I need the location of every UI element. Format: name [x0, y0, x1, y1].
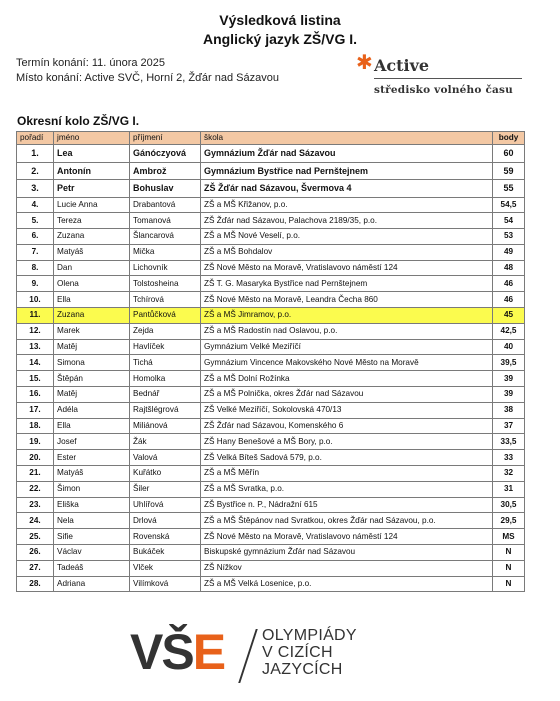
table-row — [17, 162, 525, 180]
first-name-cell: Antonín — [54, 162, 130, 180]
rank-cell: 3. — [17, 180, 54, 198]
first-name-cell: Josef — [54, 434, 130, 450]
page-title: Výsledková listina — [219, 12, 341, 28]
first-name-cell: Zuzana — [54, 308, 130, 324]
points-cell: 33,5 — [493, 434, 525, 450]
rank-cell: 6. — [17, 229, 54, 245]
school-cell: Gymnázium Bystřice nad Pernštejnem — [201, 162, 493, 180]
points-cell: 53 — [493, 229, 525, 245]
table-row — [17, 402, 525, 418]
rank-cell: 10. — [17, 292, 54, 308]
place-line: Místo konání: Active SVČ, Horní 2, Žďár nad Sázavou — [16, 72, 279, 84]
last-name-cell: Rajtšlégrová — [130, 402, 201, 418]
school-cell: ZŠ a MŠ Svratka, p.o. — [201, 481, 493, 497]
first-name-cell: Ella — [54, 292, 130, 308]
table-row — [17, 497, 525, 513]
first-name-cell: Marek — [54, 323, 130, 339]
table-row — [17, 545, 525, 561]
points-cell: N — [493, 576, 525, 592]
rank-cell: 1. — [17, 145, 54, 163]
rank-cell: 22. — [17, 481, 54, 497]
school-cell: Gymnázium Žďár nad Sázavou — [201, 145, 493, 163]
school-cell: ZŠ a MŠ Štěpánov nad Svratkou, okres Žďár nad Sázavou, p.o. — [201, 513, 493, 529]
points-cell: 54 — [493, 213, 525, 229]
last-name-cell: Bukáček — [130, 545, 201, 561]
points-cell: 46 — [493, 276, 525, 292]
last-name-cell: Mička — [130, 244, 201, 260]
last-name-cell: Zejda — [130, 323, 201, 339]
points-cell: 42,5 — [493, 323, 525, 339]
last-name-cell: Tolstosheina — [130, 276, 201, 292]
first-name-cell: Zuzana — [54, 229, 130, 245]
rank-cell: 11. — [17, 308, 54, 324]
school-cell: ZŠ a MŠ Dolní Rožínka — [201, 371, 493, 387]
first-name-cell: Štěpán — [54, 371, 130, 387]
points-cell: 37 — [493, 418, 525, 434]
active-logo-tagline: středisko volného času — [374, 84, 513, 96]
table-row — [17, 276, 525, 292]
rank-cell: 9. — [17, 276, 54, 292]
school-cell: ZŠ a MŠ Měřín — [201, 466, 493, 482]
rank-cell: 5. — [17, 213, 54, 229]
school-cell: ZŠ Nové Město na Moravě, Vratislavovo náměstí 124 — [201, 260, 493, 276]
table-row — [17, 145, 525, 163]
last-name-cell: Bohuslav — [130, 180, 201, 198]
table-row — [17, 308, 525, 324]
points-cell: 38 — [493, 402, 525, 418]
header-last-name: příjmení — [130, 132, 201, 145]
table-body — [17, 145, 525, 592]
school-cell: ZŠ Nové Město na Moravě, Vratislavovo náměstí 124 — [201, 529, 493, 545]
first-name-cell: Matyáš — [54, 466, 130, 482]
results-table — [16, 131, 525, 592]
points-cell: 30,5 — [493, 497, 525, 513]
table-row — [17, 560, 525, 576]
table-row — [17, 450, 525, 466]
date-line: Termín konání: 11. února 2025 — [16, 57, 166, 69]
school-cell: ZŠ Hany Benešové a MŠ Bory, p.o. — [201, 434, 493, 450]
logo-slash — [238, 629, 258, 683]
olympiad-text — [262, 627, 357, 678]
school-cell: ZŠ a MŠ Velká Losenice, p.o. — [201, 576, 493, 592]
vse-logo-mark — [130, 626, 224, 678]
first-name-cell: Olena — [54, 276, 130, 292]
vse-logo-letter: E — [192, 624, 225, 680]
points-cell: N — [493, 545, 525, 561]
first-name-cell: Matěj — [54, 339, 130, 355]
olympiad-line-2: V CIZÍCH — [262, 644, 333, 661]
rank-cell: 20. — [17, 450, 54, 466]
rank-cell: 24. — [17, 513, 54, 529]
last-name-cell: Drlová — [130, 513, 201, 529]
first-name-cell: Matyáš — [54, 244, 130, 260]
school-cell: Gymnázium Velké Meziříčí — [201, 339, 493, 355]
rank-cell: 16. — [17, 387, 54, 403]
first-name-cell: Simona — [54, 355, 130, 371]
school-cell: ZŠ Bystřice n. P., Nádražní 615 — [201, 497, 493, 513]
olympiad-line-1: OLYMPIÁDY — [262, 627, 357, 644]
points-cell: N — [493, 560, 525, 576]
table-row — [17, 197, 525, 213]
last-name-cell: Vilímková — [130, 576, 201, 592]
table-row — [17, 513, 525, 529]
school-cell: ZŠ Nížkov — [201, 560, 493, 576]
rank-cell: 17. — [17, 402, 54, 418]
table-row — [17, 229, 525, 245]
last-name-cell: Šiler — [130, 481, 201, 497]
points-cell: 39,5 — [493, 355, 525, 371]
table-row — [17, 466, 525, 482]
last-name-cell: Tichá — [130, 355, 201, 371]
first-name-cell: Ella — [54, 418, 130, 434]
rank-cell: 2. — [17, 162, 54, 180]
rank-cell: 25. — [17, 529, 54, 545]
header-rank: pořadí — [17, 132, 54, 145]
points-cell: 48 — [493, 260, 525, 276]
points-cell: 55 — [493, 180, 525, 198]
table-row — [17, 387, 525, 403]
last-name-cell: Ambrož — [130, 162, 201, 180]
first-name-cell: Lucie Anna — [54, 197, 130, 213]
first-name-cell: Petr — [54, 180, 130, 198]
points-cell: 39 — [493, 371, 525, 387]
table-row — [17, 371, 525, 387]
table-header-row — [17, 132, 525, 145]
last-name-cell: Gánóczyová — [130, 145, 201, 163]
points-cell: 33 — [493, 450, 525, 466]
table-row — [17, 529, 525, 545]
school-cell: ZŠ a MŠ Radostín nad Oslavou, p.o. — [201, 323, 493, 339]
school-cell: ZŠ Žďár nad Sázavou, Komenského 6 — [201, 418, 493, 434]
first-name-cell: Václav — [54, 545, 130, 561]
first-name-cell: Eliška — [54, 497, 130, 513]
rank-cell: 7. — [17, 244, 54, 260]
points-cell: 49 — [493, 244, 525, 260]
last-name-cell: Miliánová — [130, 418, 201, 434]
table-row — [17, 418, 525, 434]
vse-logo-prefix: VŠ — [130, 624, 193, 680]
rank-cell: 28. — [17, 576, 54, 592]
table-row — [17, 339, 525, 355]
logo-divider — [374, 78, 522, 79]
last-name-cell: Tomanová — [130, 213, 201, 229]
points-cell: MS — [493, 529, 525, 545]
rank-cell: 26. — [17, 545, 54, 561]
last-name-cell: Havlíček — [130, 339, 201, 355]
rank-cell: 14. — [17, 355, 54, 371]
last-name-cell: Šlancarová — [130, 229, 201, 245]
header-first-name: jméno — [54, 132, 130, 145]
first-name-cell: Adriana — [54, 576, 130, 592]
table-row — [17, 323, 525, 339]
first-name-cell: Nela — [54, 513, 130, 529]
page-subtitle: Anglický jazyk ZŠ/VG I. — [202, 31, 358, 47]
rank-cell: 4. — [17, 197, 54, 213]
rank-cell: 18. — [17, 418, 54, 434]
school-cell: ZŠ Velká Bíteš Sadová 579, p.o. — [201, 450, 493, 466]
points-cell: 31 — [493, 481, 525, 497]
points-cell: 54,5 — [493, 197, 525, 213]
header-points: body — [493, 132, 525, 145]
school-cell: ZŠ a MŠ Bohdalov — [201, 244, 493, 260]
first-name-cell: Sifie — [54, 529, 130, 545]
last-name-cell: Drabantová — [130, 197, 201, 213]
table-row — [17, 576, 525, 592]
school-cell: ZŠ a MŠ Nové Veselí, p.o. — [201, 229, 493, 245]
table-row — [17, 260, 525, 276]
school-cell: ZŠ a MŠ Křižanov, p.o. — [201, 197, 493, 213]
points-cell: 40 — [493, 339, 525, 355]
first-name-cell: Lea — [54, 145, 130, 163]
school-cell: Gymnázium Vincence Makovského Nové Město na Moravě — [201, 355, 493, 371]
olympiad-line-3: JAZYCÍCH — [262, 661, 343, 678]
points-cell: 59 — [493, 162, 525, 180]
points-cell: 32 — [493, 466, 525, 482]
rank-cell: 21. — [17, 466, 54, 482]
first-name-cell: Ester — [54, 450, 130, 466]
first-name-cell: Tadeáš — [54, 560, 130, 576]
first-name-cell: Dan — [54, 260, 130, 276]
first-name-cell: Šimon — [54, 481, 130, 497]
table-row — [17, 434, 525, 450]
olympiad-logo — [130, 624, 430, 684]
points-cell: 60 — [493, 145, 525, 163]
rank-cell: 12. — [17, 323, 54, 339]
school-cell: ZŠ Žďár nad Sázavou, Palachova 2189/35, p.o. — [201, 213, 493, 229]
last-name-cell: Žák — [130, 434, 201, 450]
school-cell: ZŠ Nové Město na Moravě, Leandra Čecha 860 — [201, 292, 493, 308]
points-cell: 29,5 — [493, 513, 525, 529]
rank-cell: 23. — [17, 497, 54, 513]
star-icon: ✱ — [356, 52, 373, 74]
last-name-cell: Rovenská — [130, 529, 201, 545]
first-name-cell: Tereza — [54, 213, 130, 229]
rank-cell: 8. — [17, 260, 54, 276]
last-name-cell: Valová — [130, 450, 201, 466]
points-cell: 45 — [493, 308, 525, 324]
school-cell: Biskupské gymnázium Žďár nad Sázavou — [201, 545, 493, 561]
last-name-cell: Kuřátko — [130, 466, 201, 482]
rank-cell: 19. — [17, 434, 54, 450]
section-title: Okresní kolo ZŠ/VG I. — [17, 114, 140, 128]
rank-cell: 27. — [17, 560, 54, 576]
rank-cell: 15. — [17, 371, 54, 387]
last-name-cell: Bednář — [130, 387, 201, 403]
first-name-cell: Matěj — [54, 387, 130, 403]
school-cell: ZŠ T. G. Masaryka Bystřice nad Pernštejnem — [201, 276, 493, 292]
table-row — [17, 180, 525, 198]
last-name-cell: Lichovník — [130, 260, 201, 276]
points-cell: 46 — [493, 292, 525, 308]
rank-cell: 13. — [17, 339, 54, 355]
school-cell: ZŠ a MŠ Polnička, okres Žďár nad Sázavou — [201, 387, 493, 403]
active-logo — [356, 52, 526, 102]
table-row — [17, 292, 525, 308]
last-name-cell: Uhlířová — [130, 497, 201, 513]
last-name-cell: Tchírová — [130, 292, 201, 308]
last-name-cell: Homolka — [130, 371, 201, 387]
last-name-cell: Vlček — [130, 560, 201, 576]
table-row — [17, 481, 525, 497]
school-cell: ZŠ Velké Meziříčí, Sokolovská 470/13 — [201, 402, 493, 418]
school-cell: ZŠ a MŠ Jimramov, p.o. — [201, 308, 493, 324]
last-name-cell: Pantůčková — [130, 308, 201, 324]
first-name-cell: Adéla — [54, 402, 130, 418]
school-cell: ZŠ Žďár nad Sázavou, Švermova 4 — [201, 180, 493, 198]
table-row — [17, 355, 525, 371]
header-school: škola — [201, 132, 493, 145]
table-row — [17, 244, 525, 260]
active-logo-name: Active — [374, 56, 430, 75]
points-cell: 39 — [493, 387, 525, 403]
table-row — [17, 213, 525, 229]
